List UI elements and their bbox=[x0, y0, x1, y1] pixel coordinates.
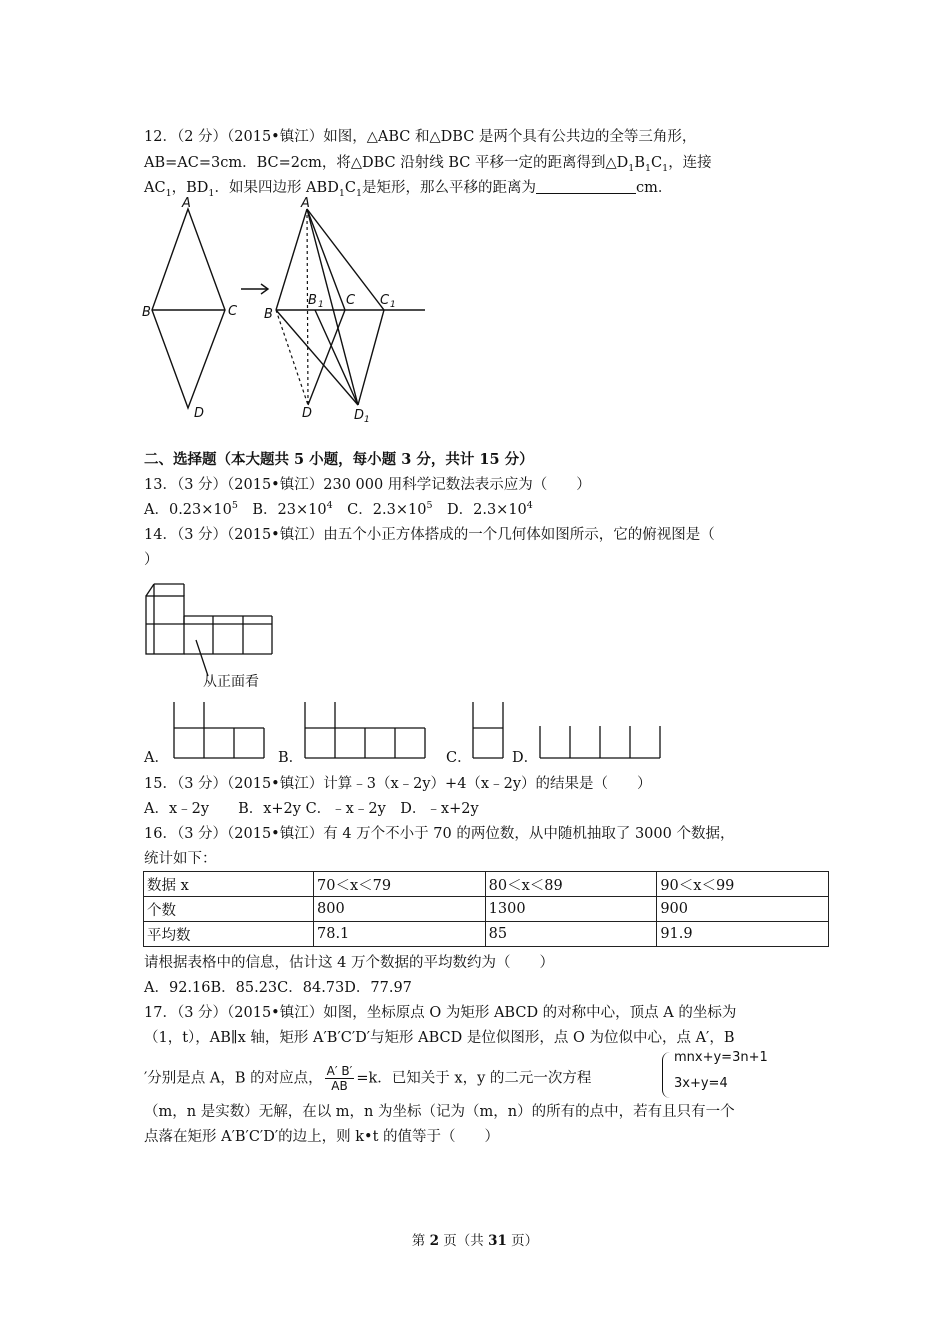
table-cell: 平均数 bbox=[144, 922, 314, 947]
q14-option-d-figure bbox=[538, 724, 664, 760]
q17-line3: ′分别是点 A，B 的对应点， $\frac{A' B'}{AB}$ =k．已知关于 x，y 的二元一次方程 bbox=[144, 1064, 592, 1093]
q17-line4: （m，n 是实数）无解，在以 m，n 为坐标（记为（m，n）的所有的点中，若有且只有一个 bbox=[144, 1104, 735, 1120]
answer-blank bbox=[536, 179, 636, 194]
fraction-k: $\frac{A' B'}{AB}$ bbox=[326, 1064, 353, 1093]
fig-label-d-left: D bbox=[194, 406, 205, 421]
q15-options[interactable]: A．x﹣2y B．x+2y C．﹣x﹣2y D．﹣x+2y bbox=[144, 801, 479, 817]
q14-option-d-label[interactable]: D． bbox=[512, 750, 539, 766]
q13-stem: 13．（3 分）（2015•镇江）230 000 用科学记数法表示应为（ ） bbox=[144, 477, 591, 493]
table-cell: 70＜x＜79 bbox=[314, 872, 486, 897]
table-cell: 个数 bbox=[144, 897, 314, 922]
section2-title: 二、选择题（本大题共 5 小题，每小题 3 分，共计 15 分） bbox=[144, 451, 534, 468]
q17-line1: 17．（3 分）（2015•镇江）如图，坐标原点 O 为矩形 ABCD 的对称中心，顶点 A 的坐标为 bbox=[144, 1005, 737, 1021]
fig-label-d1-sub: 1 bbox=[364, 415, 370, 425]
fig-label-b-left: B bbox=[142, 305, 151, 320]
q15-stem: 15．（3 分）（2015•镇江）计算﹣3（x﹣2y）+4（x﹣2y）的结果是（ ） bbox=[144, 776, 652, 792]
table-row bbox=[144, 872, 829, 897]
q14-option-a-label[interactable]: A． bbox=[144, 750, 169, 766]
q14-option-a-figure bbox=[172, 700, 268, 760]
table-cell: 90＜x＜99 bbox=[657, 872, 829, 897]
q17-line5: 点落在矩形 A′B′C′D′的边上，则 k•t 的值等于（ ） bbox=[144, 1129, 500, 1145]
page-footer: 第 2 页（共 31 页） bbox=[411, 1233, 539, 1249]
page-number: 2 bbox=[429, 1233, 439, 1249]
q12-line1: 12．（2 分）（2015•镇江）如图，△ABC 和△DBC 是两个具有公共边的全等三角形， bbox=[144, 129, 697, 145]
table-cell: 800 bbox=[314, 897, 486, 922]
table-cell: 80＜x＜89 bbox=[485, 872, 657, 897]
page-total: 31 bbox=[488, 1233, 507, 1249]
table-cell: 91.9 bbox=[657, 922, 829, 947]
q14-front-view-label: 从正面看 bbox=[203, 674, 259, 690]
q14-option-c-figure bbox=[470, 700, 506, 760]
fig-label-c1: C bbox=[380, 293, 390, 308]
q14-option-c-label[interactable]: C． bbox=[446, 750, 472, 766]
brace-icon bbox=[662, 1052, 671, 1098]
fig-label-d1: D bbox=[354, 408, 365, 423]
q16-data-table bbox=[143, 871, 829, 947]
q12-line2: AB=AC=3cm．BC=2cm，将△DBC 沿射线 BC 平移一定的距离得到$\triangle D_1B_1C_1$，连接 bbox=[144, 155, 712, 174]
fig-label-c-left: C bbox=[228, 304, 238, 319]
fig-label-b-right: B bbox=[264, 307, 273, 322]
fig-label-a-right: A bbox=[301, 196, 310, 211]
q13-option-a[interactable]: A．$0.23\times 10^5$ bbox=[144, 500, 238, 518]
fig-label-c-right: C bbox=[346, 293, 356, 308]
fig-label-c1-sub: 1 bbox=[390, 300, 396, 310]
equation-2: 3x+y=4 bbox=[674, 1076, 728, 1091]
q13-option-d[interactable]: D．$2.3\times 10^4$ bbox=[446, 500, 533, 518]
q13-option-b[interactable]: B．$23\times 10^4$ bbox=[252, 500, 333, 518]
q16-question: 请根据表格中的信息，估计这 4 万个数据的平均数约为（ ） bbox=[144, 955, 554, 971]
fig-label-b1-sub: 1 bbox=[318, 300, 324, 310]
q14-option-b-label[interactable]: B． bbox=[278, 750, 304, 766]
q12-figure bbox=[140, 195, 440, 427]
fig-label-d-right: D bbox=[302, 406, 313, 421]
q16-stem: 16．（3 分）（2015•镇江）有 4 万个不小于 70 的两位数，从中随机抽取了 3000 个数据， bbox=[144, 826, 735, 842]
q13-options bbox=[144, 500, 533, 520]
q13-option-c[interactable]: C．$2.3\times 10^5$ bbox=[347, 500, 433, 518]
q16-options[interactable]: A．92.16B．85.23C．84.73D．77.97 bbox=[144, 980, 412, 996]
q16-stem2: 统计如下： bbox=[144, 851, 217, 867]
q14-stem-close: ） bbox=[144, 552, 159, 568]
table-row bbox=[144, 922, 829, 947]
q12-line3: $AC_1$，$BD_1$．如果四边形 $ABD_1C_1$是矩形，那么平移的距离为 cm． bbox=[144, 180, 673, 199]
table-cell: 1300 bbox=[485, 897, 657, 922]
q17-line2: （1，t），AB∥x 轴，矩形 A′B′C′D′与矩形 ABCD 是位似图形，点 O 为位似中心，点 A′，B bbox=[144, 1030, 735, 1046]
table-cell: 900 bbox=[657, 897, 829, 922]
table-cell: 78.1 bbox=[314, 922, 486, 947]
table-cell: 数据 x bbox=[144, 872, 314, 897]
q14-stem: 14．（3 分）（2015•镇江）由五个小正方体搭成的一个几何体如图所示，它的俯视图是（ bbox=[144, 527, 715, 543]
fig-label-b1: B bbox=[308, 293, 317, 308]
table-row bbox=[144, 897, 829, 922]
fig-label-a-left: A bbox=[182, 196, 191, 211]
table-cell: 85 bbox=[485, 922, 657, 947]
q14-option-b-figure bbox=[303, 700, 429, 760]
equation-1: mnx+y=3n+1 bbox=[674, 1050, 768, 1065]
